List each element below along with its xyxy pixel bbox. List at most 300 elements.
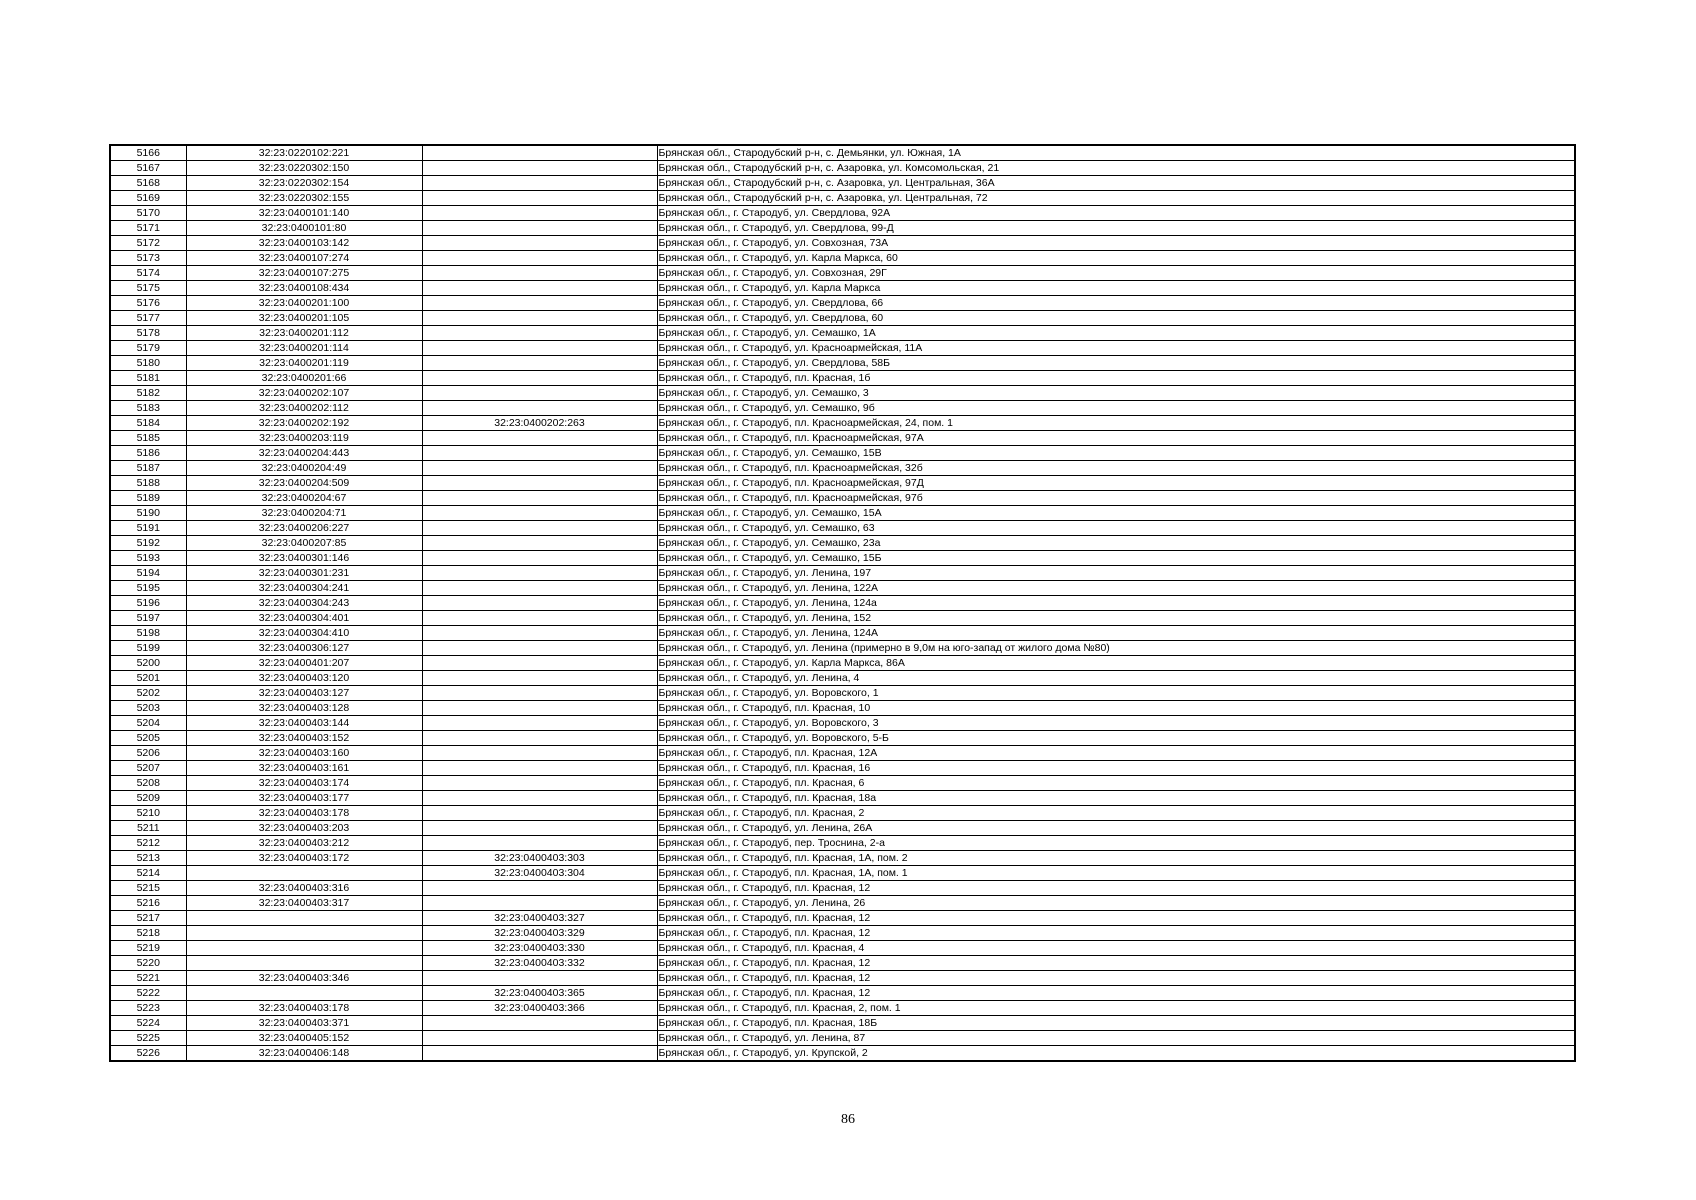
table-row	[110, 221, 1575, 236]
row-number-cell: 5167	[110, 161, 186, 176]
address-cell: Брянская обл., Стародубский р-н, с. Демьянки, ул. Южная, 1А	[657, 145, 1575, 161]
premises-cadastral-number-cell	[422, 326, 657, 341]
cadastral-number-cell: 32:23:0400201:112	[186, 326, 422, 341]
cadastral-number-cell: 32:23:0400304:410	[186, 626, 422, 641]
row-number-cell: 5171	[110, 221, 186, 236]
row-number-cell: 5176	[110, 296, 186, 311]
premises-cadastral-number-cell	[422, 251, 657, 266]
address-cell: Брянская обл., г. Стародуб, ул. Ленина, 124а	[657, 596, 1575, 611]
premises-cadastral-number-cell: 32:23:0400403:366	[422, 1001, 657, 1016]
table-row	[110, 251, 1575, 266]
address-cell: Брянская обл., г. Стародуб, пл. Красная, 12	[657, 926, 1575, 941]
table-row	[110, 821, 1575, 836]
table-row	[110, 926, 1575, 941]
cadastral-number-cell	[186, 926, 422, 941]
row-number-cell: 5191	[110, 521, 186, 536]
row-number-cell: 5198	[110, 626, 186, 641]
premises-cadastral-number-cell	[422, 536, 657, 551]
premises-cadastral-number-cell: 32:23:0400202:263	[422, 416, 657, 431]
table-row	[110, 536, 1575, 551]
row-number-cell: 5215	[110, 881, 186, 896]
premises-cadastral-number-cell	[422, 581, 657, 596]
row-number-cell: 5179	[110, 341, 186, 356]
cadastral-number-cell: 32:23:0400204:67	[186, 491, 422, 506]
table-row	[110, 671, 1575, 686]
address-cell: Брянская обл., г. Стародуб, пл. Красноармейская, 97Д	[657, 476, 1575, 491]
premises-cadastral-number-cell	[422, 761, 657, 776]
premises-cadastral-number-cell	[422, 881, 657, 896]
table-row	[110, 716, 1575, 731]
premises-cadastral-number-cell	[422, 716, 657, 731]
cadastral-number-cell: 32:23:0400202:112	[186, 401, 422, 416]
cadastral-number-cell: 32:23:0400202:192	[186, 416, 422, 431]
premises-cadastral-number-cell	[422, 386, 657, 401]
cadastral-number-cell: 32:23:0400403:120	[186, 671, 422, 686]
address-cell: Брянская обл., г. Стародуб, ул. Свердлова, 99-Д	[657, 221, 1575, 236]
table-row	[110, 1031, 1575, 1046]
address-cell: Брянская обл., г. Стародуб, пл. Красная, 12	[657, 956, 1575, 971]
premises-cadastral-number-cell	[422, 776, 657, 791]
premises-cadastral-number-cell	[422, 656, 657, 671]
cadastral-number-cell: 32:23:0220302:155	[186, 191, 422, 206]
row-number-cell: 5169	[110, 191, 186, 206]
cadastral-number-cell: 32:23:0400101:140	[186, 206, 422, 221]
premises-cadastral-number-cell	[422, 1046, 657, 1062]
premises-cadastral-number-cell	[422, 176, 657, 191]
cadastral-number-cell: 32:23:0400403:371	[186, 1016, 422, 1031]
premises-cadastral-number-cell	[422, 206, 657, 221]
cadastral-number-cell: 32:23:0400201:119	[186, 356, 422, 371]
row-number-cell: 5217	[110, 911, 186, 926]
cadastral-number-cell: 32:23:0400306:127	[186, 641, 422, 656]
row-number-cell: 5186	[110, 446, 186, 461]
address-cell: Брянская обл., г. Стародуб, ул. Свердлова, 60	[657, 311, 1575, 326]
row-number-cell: 5196	[110, 596, 186, 611]
premises-cadastral-number-cell	[422, 596, 657, 611]
table-row	[110, 941, 1575, 956]
cadastral-number-cell: 32:23:0400206:227	[186, 521, 422, 536]
premises-cadastral-number-cell: 32:23:0400403:304	[422, 866, 657, 881]
table-row	[110, 191, 1575, 206]
row-number-cell: 5194	[110, 566, 186, 581]
address-cell: Брянская обл., г. Стародуб, пл. Красная, 1б	[657, 371, 1575, 386]
row-number-cell: 5221	[110, 971, 186, 986]
cadastral-number-cell: 32:23:0400108:434	[186, 281, 422, 296]
row-number-cell: 5178	[110, 326, 186, 341]
address-cell: Брянская обл., г. Стародуб, ул. Ленина, 26	[657, 896, 1575, 911]
cadastral-number-cell: 32:23:0400107:274	[186, 251, 422, 266]
premises-cadastral-number-cell	[422, 671, 657, 686]
row-number-cell: 5224	[110, 1016, 186, 1031]
cadastral-number-cell: 32:23:0400204:71	[186, 506, 422, 521]
row-number-cell: 5225	[110, 1031, 186, 1046]
table-row	[110, 371, 1575, 386]
table-row	[110, 851, 1575, 866]
address-cell: Брянская обл., г. Стародуб, ул. Семашко, 15А	[657, 506, 1575, 521]
premises-cadastral-number-cell	[422, 896, 657, 911]
premises-cadastral-number-cell	[422, 461, 657, 476]
address-cell: Брянская обл., г. Стародуб, ул. Ленина, 197	[657, 566, 1575, 581]
cadastral-number-cell: 32:23:0400403:161	[186, 761, 422, 776]
row-number-cell: 5172	[110, 236, 186, 251]
row-number-cell: 5201	[110, 671, 186, 686]
address-cell: Брянская обл., г. Стародуб, ул. Семашко, 9б	[657, 401, 1575, 416]
table-row	[110, 881, 1575, 896]
row-number-cell: 5173	[110, 251, 186, 266]
address-cell: Брянская обл., г. Стародуб, ул. Совхозная, 73А	[657, 236, 1575, 251]
address-cell: Брянская обл., г. Стародуб, ул. Семашко, 23а	[657, 536, 1575, 551]
cadastral-number-cell: 32:23:0400403:128	[186, 701, 422, 716]
premises-cadastral-number-cell	[422, 836, 657, 851]
table-row	[110, 401, 1575, 416]
address-cell: Брянская обл., г. Стародуб, пл. Красная, 12А	[657, 746, 1575, 761]
table-row	[110, 176, 1575, 191]
cadastral-number-cell: 32:23:0400403:316	[186, 881, 422, 896]
premises-cadastral-number-cell	[422, 236, 657, 251]
address-cell: Брянская обл., г. Стародуб, ул. Ленина, 122А	[657, 581, 1575, 596]
row-number-cell: 5202	[110, 686, 186, 701]
table-row	[110, 686, 1575, 701]
premises-cadastral-number-cell	[422, 341, 657, 356]
cadastral-number-cell	[186, 986, 422, 1001]
table-row	[110, 266, 1575, 281]
premises-cadastral-number-cell	[422, 1016, 657, 1031]
cadastral-number-cell: 32:23:0220302:150	[186, 161, 422, 176]
address-cell: Брянская обл., г. Стародуб, ул. Свердлова, 66	[657, 296, 1575, 311]
row-number-cell: 5182	[110, 386, 186, 401]
premises-cadastral-number-cell	[422, 491, 657, 506]
cadastral-number-cell: 32:23:0400201:114	[186, 341, 422, 356]
row-number-cell: 5174	[110, 266, 186, 281]
address-cell: Брянская обл., г. Стародуб, пл. Красная, 18Б	[657, 1016, 1575, 1031]
premises-cadastral-number-cell	[422, 476, 657, 491]
row-number-cell: 5189	[110, 491, 186, 506]
premises-cadastral-number-cell	[422, 145, 657, 161]
table-row	[110, 656, 1575, 671]
table-row	[110, 986, 1575, 1001]
address-cell: Брянская обл., г. Стародуб, пл. Красная, 12	[657, 971, 1575, 986]
address-cell: Брянская обл., г. Стародуб, ул. Крупской, 2	[657, 1046, 1575, 1062]
cadastral-number-cell: 32:23:0400202:107	[186, 386, 422, 401]
table-row	[110, 1001, 1575, 1016]
premises-cadastral-number-cell	[422, 356, 657, 371]
premises-cadastral-number-cell	[422, 746, 657, 761]
address-cell: Брянская обл., г. Стародуб, ул. Карла Маркса, 86А	[657, 656, 1575, 671]
address-cell: Брянская обл., г. Стародуб, ул. Совхозная, 29Г	[657, 266, 1575, 281]
address-cell: Брянская обл., г. Стародуб, ул. Семашко, 15В	[657, 446, 1575, 461]
table-row	[110, 566, 1575, 581]
table-row	[110, 296, 1575, 311]
address-cell: Брянская обл., г. Стародуб, ул. Свердлова, 92А	[657, 206, 1575, 221]
premises-cadastral-number-cell	[422, 311, 657, 326]
cadastral-number-cell: 32:23:0400107:275	[186, 266, 422, 281]
row-number-cell: 5209	[110, 791, 186, 806]
table-row	[110, 1046, 1575, 1062]
cadastral-number-cell: 32:23:0400403:144	[186, 716, 422, 731]
premises-cadastral-number-cell	[422, 821, 657, 836]
address-cell: Брянская обл., г. Стародуб, ул. Свердлова, 58Б	[657, 356, 1575, 371]
premises-cadastral-number-cell	[422, 1031, 657, 1046]
address-cell: Брянская обл., г. Стародуб, пл. Красная, 12	[657, 911, 1575, 926]
premises-cadastral-number-cell	[422, 791, 657, 806]
row-number-cell: 5168	[110, 176, 186, 191]
address-cell: Брянская обл., Стародубский р-н, с. Азаровка, ул. Центральная, 36А	[657, 176, 1575, 191]
cadastral-number-cell: 32:23:0400403:174	[186, 776, 422, 791]
row-number-cell: 5181	[110, 371, 186, 386]
cadastral-number-cell: 32:23:0400406:148	[186, 1046, 422, 1062]
row-number-cell: 5195	[110, 581, 186, 596]
premises-cadastral-number-cell	[422, 506, 657, 521]
row-number-cell: 5184	[110, 416, 186, 431]
row-number-cell: 5193	[110, 551, 186, 566]
property-register-table	[109, 144, 1576, 1062]
premises-cadastral-number-cell: 32:23:0400403:330	[422, 941, 657, 956]
table-row	[110, 236, 1575, 251]
address-cell: Брянская обл., г. Стародуб, ул. Ленина, 26А	[657, 821, 1575, 836]
table-row	[110, 386, 1575, 401]
address-cell: Брянская обл., г. Стародуб, ул. Воровского, 3	[657, 716, 1575, 731]
address-cell: Брянская обл., г. Стародуб, пл. Красноармейская, 97А	[657, 431, 1575, 446]
table-row	[110, 626, 1575, 641]
address-cell: Брянская обл., г. Стародуб, пл. Красноармейская, 24, пом. 1	[657, 416, 1575, 431]
address-cell: Брянская обл., г. Стародуб, ул. Ленина, 124А	[657, 626, 1575, 641]
cadastral-number-cell: 32:23:0400301:231	[186, 566, 422, 581]
cadastral-number-cell: 32:23:0400201:100	[186, 296, 422, 311]
address-cell: Брянская обл., г. Стародуб, пл. Красная, 12	[657, 986, 1575, 1001]
cadastral-number-cell: 32:23:0400201:66	[186, 371, 422, 386]
table-row	[110, 971, 1575, 986]
row-number-cell: 5175	[110, 281, 186, 296]
table-row	[110, 446, 1575, 461]
cadastral-number-cell: 32:23:0400403:172	[186, 851, 422, 866]
table-row	[110, 1016, 1575, 1031]
table-row	[110, 161, 1575, 176]
premises-cadastral-number-cell	[422, 191, 657, 206]
row-number-cell: 5197	[110, 611, 186, 626]
address-cell: Брянская обл., г. Стародуб, пл. Красноармейская, 32б	[657, 461, 1575, 476]
cadastral-number-cell: 32:23:0400103:142	[186, 236, 422, 251]
address-cell: Брянская обл., г. Стародуб, пл. Красная, 1А, пом. 1	[657, 866, 1575, 881]
table-row	[110, 611, 1575, 626]
premises-cadastral-number-cell: 32:23:0400403:365	[422, 986, 657, 1001]
premises-cadastral-number-cell	[422, 686, 657, 701]
row-number-cell: 5216	[110, 896, 186, 911]
row-number-cell: 5226	[110, 1046, 186, 1062]
row-number-cell: 5204	[110, 716, 186, 731]
premises-cadastral-number-cell	[422, 806, 657, 821]
row-number-cell: 5223	[110, 1001, 186, 1016]
premises-cadastral-number-cell	[422, 731, 657, 746]
cadastral-number-cell	[186, 866, 422, 881]
row-number-cell: 5207	[110, 761, 186, 776]
table-row	[110, 461, 1575, 476]
premises-cadastral-number-cell: 32:23:0400403:329	[422, 926, 657, 941]
table-row	[110, 596, 1575, 611]
cadastral-number-cell: 32:23:0400204:509	[186, 476, 422, 491]
cadastral-number-cell: 32:23:0400203:119	[186, 431, 422, 446]
address-cell: Брянская обл., г. Стародуб, пл. Красная, 16	[657, 761, 1575, 776]
address-cell: Брянская обл., г. Стародуб, ул. Воровского, 5-Б	[657, 731, 1575, 746]
row-number-cell: 5218	[110, 926, 186, 941]
table-row	[110, 281, 1575, 296]
cadastral-number-cell: 32:23:0400301:146	[186, 551, 422, 566]
row-number-cell: 5211	[110, 821, 186, 836]
row-number-cell: 5212	[110, 836, 186, 851]
page-number: 86	[841, 1112, 855, 1127]
table-row	[110, 896, 1575, 911]
premises-cadastral-number-cell	[422, 431, 657, 446]
premises-cadastral-number-cell	[422, 296, 657, 311]
row-number-cell: 5183	[110, 401, 186, 416]
row-number-cell: 5187	[110, 461, 186, 476]
cadastral-number-cell: 32:23:0400101:80	[186, 221, 422, 236]
premises-cadastral-number-cell: 32:23:0400403:303	[422, 851, 657, 866]
row-number-cell: 5185	[110, 431, 186, 446]
cadastral-number-cell: 32:23:0220302:154	[186, 176, 422, 191]
table-row	[110, 506, 1575, 521]
premises-cadastral-number-cell	[422, 971, 657, 986]
address-cell: Брянская обл., г. Стародуб, ул. Ленина, 87	[657, 1031, 1575, 1046]
row-number-cell: 5222	[110, 986, 186, 1001]
address-cell: Брянская обл., г. Стародуб, пл. Красная, 2	[657, 806, 1575, 821]
address-cell: Брянская обл., г. Стародуб, пер. Троснина, 2-а	[657, 836, 1575, 851]
cadastral-number-cell: 32:23:0400403:178	[186, 806, 422, 821]
table-row	[110, 866, 1575, 881]
table-row	[110, 956, 1575, 971]
table-row	[110, 581, 1575, 596]
table-row	[110, 431, 1575, 446]
address-cell: Брянская обл., г. Стародуб, ул. Семашко, 15Б	[657, 551, 1575, 566]
table-row	[110, 731, 1575, 746]
address-cell: Брянская обл., г. Стародуб, ул. Красноармейская, 11А	[657, 341, 1575, 356]
row-number-cell: 5190	[110, 506, 186, 521]
premises-cadastral-number-cell	[422, 626, 657, 641]
cadastral-number-cell: 32:23:0400204:443	[186, 446, 422, 461]
address-cell: Брянская обл., г. Стародуб, пл. Красная, 18а	[657, 791, 1575, 806]
address-cell: Брянская обл., г. Стародуб, пл. Красная, 12	[657, 881, 1575, 896]
address-cell: Брянская обл., г. Стародуб, ул. Карла Маркса, 60	[657, 251, 1575, 266]
premises-cadastral-number-cell	[422, 281, 657, 296]
row-number-cell: 5170	[110, 206, 186, 221]
table-row	[110, 206, 1575, 221]
table-row	[110, 911, 1575, 926]
table-row	[110, 341, 1575, 356]
row-number-cell: 5205	[110, 731, 186, 746]
table-row	[110, 521, 1575, 536]
row-number-cell: 5192	[110, 536, 186, 551]
premises-cadastral-number-cell: 32:23:0400403:327	[422, 911, 657, 926]
premises-cadastral-number-cell	[422, 401, 657, 416]
cadastral-number-cell: 32:23:0400201:105	[186, 311, 422, 326]
address-cell: Брянская обл., г. Стародуб, ул. Семашко, 1А	[657, 326, 1575, 341]
address-cell: Брянская обл., г. Стародуб, ул. Семашко, 3	[657, 386, 1575, 401]
premises-cadastral-number-cell	[422, 221, 657, 236]
row-number-cell: 5203	[110, 701, 186, 716]
table-row	[110, 701, 1575, 716]
cadastral-number-cell: 32:23:0400403:317	[186, 896, 422, 911]
address-cell: Брянская обл., г. Стародуб, ул. Семашко, 63	[657, 521, 1575, 536]
address-cell: Брянская обл., г. Стародуб, пл. Красная, 6	[657, 776, 1575, 791]
premises-cadastral-number-cell	[422, 521, 657, 536]
row-number-cell: 5210	[110, 806, 186, 821]
cadastral-number-cell: 32:23:0400403:160	[186, 746, 422, 761]
cadastral-number-cell: 32:23:0400403:178	[186, 1001, 422, 1016]
cadastral-number-cell: 32:23:0400403:152	[186, 731, 422, 746]
cadastral-number-cell	[186, 956, 422, 971]
address-cell: Брянская обл., г. Стародуб, пл. Красная, 10	[657, 701, 1575, 716]
address-cell: Брянская обл., г. Стародуб, пл. Красная, 4	[657, 941, 1575, 956]
table-row	[110, 806, 1575, 821]
table-row	[110, 776, 1575, 791]
table-row	[110, 416, 1575, 431]
address-cell: Брянская обл., г. Стародуб, ул. Ленина (примерно в 9,0м на юго-запад от жилого дома №80)	[657, 641, 1575, 656]
address-cell: Брянская обл., г. Стародуб, пл. Красная, 2, пом. 1	[657, 1001, 1575, 1016]
row-number-cell: 5188	[110, 476, 186, 491]
premises-cadastral-number-cell	[422, 611, 657, 626]
row-number-cell: 5166	[110, 145, 186, 161]
row-number-cell: 5180	[110, 356, 186, 371]
property-register-sheet	[109, 144, 1574, 1062]
table-row	[110, 836, 1575, 851]
address-cell: Брянская обл., Стародубский р-н, с. Азаровка, ул. Комсомольская, 21	[657, 161, 1575, 176]
table-row	[110, 641, 1575, 656]
table-row	[110, 791, 1575, 806]
cadastral-number-cell: 32:23:0400403:127	[186, 686, 422, 701]
table-row	[110, 326, 1575, 341]
table-row	[110, 311, 1575, 326]
cadastral-number-cell	[186, 941, 422, 956]
table-row	[110, 761, 1575, 776]
cadastral-number-cell: 32:23:0400403:212	[186, 836, 422, 851]
premises-cadastral-number-cell	[422, 566, 657, 581]
cadastral-number-cell: 32:23:0400204:49	[186, 461, 422, 476]
cadastral-number-cell	[186, 911, 422, 926]
premises-cadastral-number-cell	[422, 266, 657, 281]
premises-cadastral-number-cell	[422, 446, 657, 461]
row-number-cell: 5200	[110, 656, 186, 671]
cadastral-number-cell: 32:23:0400304:401	[186, 611, 422, 626]
table-row	[110, 551, 1575, 566]
address-cell: Брянская обл., г. Стародуб, пл. Красноармейская, 97б	[657, 491, 1575, 506]
row-number-cell: 5199	[110, 641, 186, 656]
cadastral-number-cell: 32:23:0400207:85	[186, 536, 422, 551]
address-cell: Брянская обл., г. Стародуб, ул. Ленина, 4	[657, 671, 1575, 686]
table-row	[110, 356, 1575, 371]
cadastral-number-cell: 32:23:0400403:203	[186, 821, 422, 836]
table-row	[110, 476, 1575, 491]
register-rows	[110, 145, 1575, 1061]
premises-cadastral-number-cell	[422, 371, 657, 386]
premises-cadastral-number-cell: 32:23:0400403:332	[422, 956, 657, 971]
row-number-cell: 5220	[110, 956, 186, 971]
table-row	[110, 491, 1575, 506]
table-row	[110, 145, 1575, 161]
cadastral-number-cell: 32:23:0220102:221	[186, 145, 422, 161]
premises-cadastral-number-cell	[422, 551, 657, 566]
premises-cadastral-number-cell	[422, 701, 657, 716]
row-number-cell: 5214	[110, 866, 186, 881]
cadastral-number-cell: 32:23:0400403:177	[186, 791, 422, 806]
table-row	[110, 746, 1575, 761]
address-cell: Брянская обл., г. Стародуб, ул. Воровского, 1	[657, 686, 1575, 701]
address-cell: Брянская обл., г. Стародуб, ул. Ленина, 152	[657, 611, 1575, 626]
cadastral-number-cell: 32:23:0400403:346	[186, 971, 422, 986]
address-cell: Брянская обл., Стародубский р-н, с. Азаровка, ул. Центральная, 72	[657, 191, 1575, 206]
row-number-cell: 5213	[110, 851, 186, 866]
row-number-cell: 5208	[110, 776, 186, 791]
cadastral-number-cell: 32:23:0400405:152	[186, 1031, 422, 1046]
address-cell: Брянская обл., г. Стародуб, пл. Красная, 1А, пом. 2	[657, 851, 1575, 866]
